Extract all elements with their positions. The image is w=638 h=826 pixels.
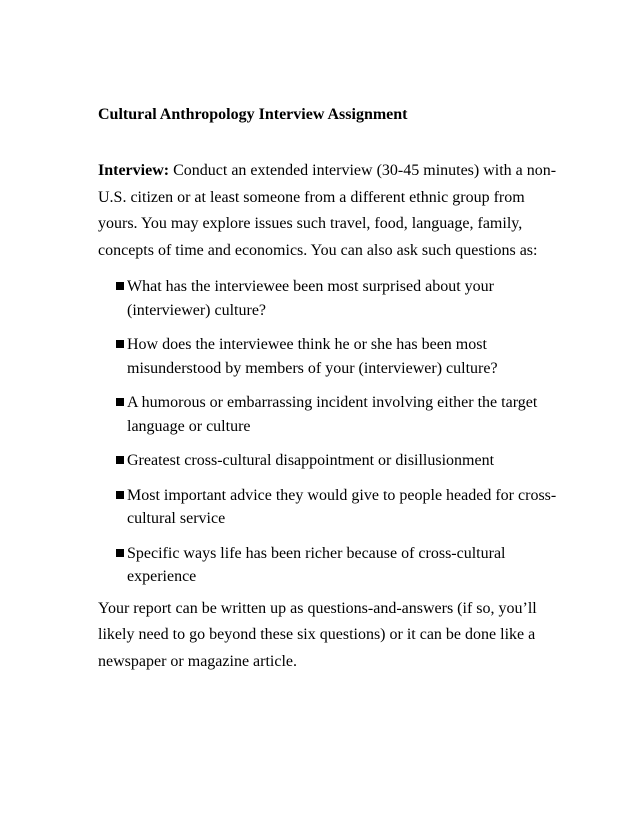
document-page xyxy=(98,103,558,675)
intro-lead: Interview: xyxy=(98,162,170,179)
document-title: Cultural Anthropology Interview Assignment xyxy=(98,106,408,123)
intro-text: Conduct an extended interview (30-45 minutes) with a non-U.S. citizen or at least someone from a different ethnic group from yours. You may explore issues such travel, food, language, family, concepts of time and economics. You can also ask such questions as: xyxy=(98,162,557,259)
list-item xyxy=(98,275,558,322)
list-item xyxy=(98,333,558,380)
list-item-text: What has the interviewee been most surprised about your (interviewer) culture? xyxy=(127,278,494,319)
list-item xyxy=(98,391,558,438)
list-item xyxy=(98,484,558,531)
square-bullet-icon xyxy=(116,549,124,557)
list-item xyxy=(98,542,558,589)
list-item-text: Specific ways life has been richer because of cross-cultural experience xyxy=(127,544,506,585)
intro-paragraph xyxy=(98,158,558,264)
square-bullet-icon xyxy=(116,398,124,406)
closing-paragraph: Your report can be written up as questions-and-answers (if so, you’ll likely need to go beyond these six questions) or it can be done like a newspaper or magazine article. xyxy=(98,599,537,670)
question-list xyxy=(98,275,558,589)
list-item-text: A humorous or embarrassing incident involving either the target language or culture xyxy=(127,394,538,435)
square-bullet-icon xyxy=(116,491,124,499)
list-item-text: How does the interviewee think he or she has been most misunderstood by members of your (interviewer) culture? xyxy=(127,336,498,377)
square-bullet-icon xyxy=(116,340,124,348)
square-bullet-icon xyxy=(116,282,124,290)
list-item xyxy=(98,449,558,473)
list-item-text: Greatest cross-cultural disappointment or disillusionment xyxy=(127,452,495,469)
list-item-text: Most important advice they would give to people headed for cross-cultural service xyxy=(127,486,557,527)
square-bullet-icon xyxy=(116,456,124,464)
